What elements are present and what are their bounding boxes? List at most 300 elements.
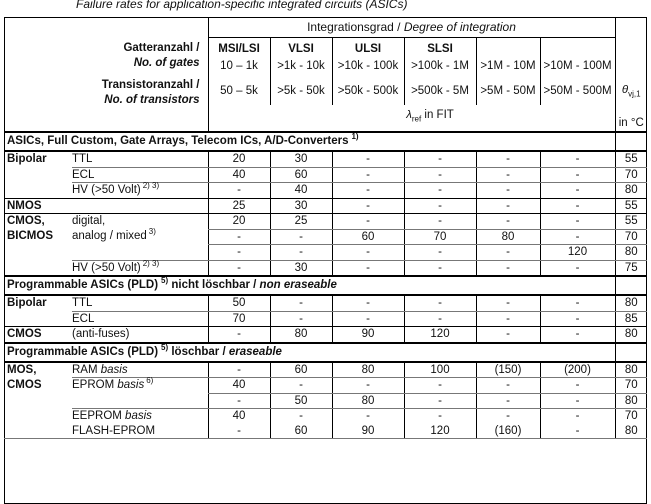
group-label	[4, 214, 72, 230]
failure-rate-value: -	[438, 394, 442, 407]
failure-rate-value: -	[575, 230, 580, 243]
column-name-text: MSI/LSI	[218, 43, 260, 55]
type-label	[72, 295, 208, 311]
footnote-ref: 2) 3)	[142, 181, 160, 191]
failure-rate-cell	[476, 424, 540, 439]
group-label-text: Bipolar	[7, 297, 47, 310]
failure-rate-cell	[404, 198, 476, 214]
type-label-text: FLASH-EPROM	[72, 424, 156, 437]
type-label	[72, 393, 208, 409]
failure-rate-cell	[540, 214, 615, 230]
type-label	[72, 198, 208, 214]
integration-title-en: Degree of integration	[403, 20, 516, 34]
failure-rate-cell	[540, 295, 615, 311]
failure-rate-cell	[332, 167, 404, 183]
temperature-cell	[615, 424, 647, 439]
failure-rate-value: -	[366, 199, 370, 212]
temperature-value: 70	[624, 230, 638, 243]
failure-rate-cell	[404, 362, 476, 378]
failure-rate-cell	[540, 393, 615, 409]
temperature-cell	[615, 245, 647, 261]
failure-rate-cell	[270, 424, 332, 439]
failure-rate-cell	[404, 409, 476, 424]
failure-rate-cell	[270, 260, 332, 276]
failure-rate-cell	[208, 362, 270, 378]
failure-rate-value: 60	[294, 363, 308, 376]
failure-rate-value: 50	[294, 394, 308, 407]
failure-rate-value: -	[366, 215, 370, 228]
column-name	[476, 38, 540, 58]
temperature-value: 85	[624, 312, 638, 325]
temperature-cell	[615, 295, 647, 311]
failure-rate-cell	[208, 229, 270, 245]
failure-rate-cell	[270, 311, 332, 327]
group-label	[4, 183, 72, 199]
failure-rate-cell	[208, 183, 270, 199]
failure-rate-cell	[332, 311, 404, 327]
failure-rate-value: -	[237, 328, 241, 341]
footnote-ref: 2) 3)	[142, 258, 160, 268]
column-gates	[476, 57, 540, 79]
type-label-text: TTL	[72, 153, 93, 166]
column-transistors	[540, 79, 615, 105]
temperature-cell	[615, 167, 647, 183]
column-transistors	[270, 79, 332, 105]
footnote-ref: 5)	[161, 276, 169, 286]
theta-unit: in °C	[618, 116, 644, 129]
failure-rate-cell	[404, 424, 476, 439]
failure-rate-value: -	[299, 379, 303, 392]
table-caption: Failure rates for application-specific integrated circuits (ASICs)	[76, 0, 408, 11]
column-transistors-text: >500k - 5M	[411, 85, 469, 97]
type-label	[72, 151, 208, 167]
failure-rate-cell	[208, 167, 270, 183]
section-header-row	[4, 343, 647, 362]
failure-rate-cell	[540, 229, 615, 245]
type-label	[72, 183, 208, 199]
footnote-ref: 5)	[161, 342, 169, 352]
theta-header	[615, 17, 647, 132]
failure-rate-value: -	[575, 184, 580, 197]
gates-label-en-line	[7, 56, 200, 71]
failure-rate-cell	[270, 393, 332, 409]
type-label	[72, 260, 208, 276]
table-row	[4, 295, 647, 311]
section-title-text: Programmable ASICs (PLD)	[7, 345, 159, 358]
column-name	[332, 38, 404, 58]
failure-rate-value: -	[438, 153, 442, 166]
section-title-de: nicht löschbar /	[168, 279, 260, 292]
failure-rate-value: -	[506, 184, 510, 197]
failure-rate-cell	[332, 245, 404, 261]
failure-rate-cell	[208, 311, 270, 327]
failure-rate-cell	[208, 260, 270, 276]
column-name-text: VLSI	[288, 43, 314, 55]
footnote-ref: 3)	[148, 227, 156, 237]
failure-rate-value: 80	[361, 363, 375, 376]
type-label-text: analog / mixed	[72, 230, 147, 243]
type-label-text: HV (>50 Volt)	[72, 184, 141, 197]
type-label	[72, 378, 208, 394]
failure-rate-cell	[404, 327, 476, 343]
failure-rate-value: -	[438, 184, 442, 197]
failure-rate-cell	[404, 229, 476, 245]
temperature-cell	[615, 214, 647, 230]
section-theta-cell	[615, 276, 647, 295]
section-theta-cell	[615, 343, 647, 362]
failure-rate-cell	[404, 378, 476, 394]
failure-rate-value: -	[575, 215, 580, 228]
footnote-ref: 1)	[351, 132, 359, 142]
integration-title	[208, 17, 615, 38]
table-row	[4, 245, 647, 261]
failure-rate-value: 50	[232, 297, 246, 310]
failure-rate-cell	[332, 229, 404, 245]
failure-rate-value: -	[575, 261, 580, 274]
temperature-value: 70	[624, 410, 638, 423]
lambda-symbol: λ	[406, 109, 412, 121]
failure-rate-value: -	[575, 424, 580, 437]
column-gates	[540, 57, 615, 79]
failure-rate-value: (160)	[494, 424, 522, 437]
failure-rate-table	[4, 17, 647, 439]
failure-rate-value: 80	[361, 394, 375, 407]
group-label	[4, 151, 72, 167]
failure-rate-value: -	[506, 410, 510, 423]
failure-rate-cell	[476, 295, 540, 311]
failure-rate-value: -	[506, 246, 510, 259]
group-label	[4, 245, 72, 261]
type-label-text: HV (>50 Volt)	[72, 261, 141, 274]
failure-rate-value: -	[575, 312, 580, 325]
failure-rate-value: -	[575, 394, 580, 407]
failure-rate-cell	[332, 151, 404, 167]
column-transistors	[476, 79, 540, 105]
column-gates	[332, 57, 404, 79]
failure-rate-cell	[540, 409, 615, 424]
column-gates	[404, 57, 476, 79]
temperature-value: 80	[624, 297, 638, 310]
gates-label	[7, 41, 200, 56]
temperature-value: 80	[624, 394, 638, 407]
failure-rate-value: 40	[294, 184, 308, 197]
header-row-integration	[4, 17, 647, 38]
temperature-value: 70	[624, 168, 638, 181]
failure-rate-cell	[540, 245, 615, 261]
temperature-value: 80	[624, 246, 638, 259]
lambda-unit: in FIT	[421, 109, 454, 121]
failure-rate-value: -	[299, 312, 303, 325]
type-label	[72, 214, 208, 230]
footnote-ref: 6)	[146, 376, 154, 386]
failure-rate-value: -	[438, 379, 442, 392]
type-label-text: digital,	[72, 215, 106, 228]
type-label	[72, 327, 208, 343]
table-row	[4, 311, 647, 327]
column-transistors-text: 50 – 5k	[220, 85, 258, 97]
failure-rate-cell	[540, 183, 615, 199]
group-label	[4, 260, 72, 276]
failure-rate-cell	[332, 183, 404, 199]
section-header-row	[4, 132, 647, 151]
failure-rate-value: -	[366, 261, 370, 274]
failure-rate-cell	[404, 167, 476, 183]
section-title-text: Programmable ASICs (PLD)	[7, 279, 159, 292]
table-row	[4, 229, 647, 245]
column-transistors-text: >5M - 50M	[480, 85, 536, 97]
failure-rate-cell	[540, 424, 615, 439]
temperature-cell	[615, 409, 647, 424]
column-name-text: SLSI	[427, 43, 453, 55]
failure-rate-value: -	[438, 261, 442, 274]
failure-rate-value: -	[575, 379, 580, 392]
group-label	[4, 393, 72, 409]
transistors-label	[7, 78, 200, 93]
group-label-text: CMOS,	[7, 215, 45, 228]
section-title	[4, 276, 615, 295]
column-name	[540, 38, 615, 58]
group-label	[4, 362, 72, 378]
failure-rate-value: -	[366, 312, 370, 325]
failure-rate-value: -	[506, 394, 510, 407]
failure-rate-cell	[476, 183, 540, 199]
failure-rate-cell	[476, 378, 540, 394]
group-label	[4, 295, 72, 311]
type-label	[72, 362, 208, 378]
failure-rate-value: -	[237, 261, 241, 274]
transistors-label-en: No. of transistors	[104, 94, 200, 106]
temperature-value: 80	[624, 424, 638, 437]
group-label	[4, 424, 72, 439]
type-label-italic: basis	[117, 379, 145, 392]
section-title-de: löschbar /	[168, 345, 229, 358]
failure-rate-value: -	[575, 199, 580, 212]
type-label	[72, 311, 208, 327]
failure-rate-value: -	[506, 199, 510, 212]
temperature-cell	[615, 393, 647, 409]
failure-rate-cell	[540, 167, 615, 183]
failure-rate-cell	[208, 409, 270, 424]
integration-title-de: Integrationsgrad /	[307, 20, 404, 34]
failure-rate-value: -	[506, 297, 510, 310]
failure-rate-value: -	[575, 168, 580, 181]
column-transistors	[208, 79, 270, 105]
column-transistors-text: >5k - 50k	[277, 85, 325, 97]
failure-rate-cell	[476, 327, 540, 343]
column-transistors-text: >50M - 500M	[543, 85, 612, 97]
failure-rate-cell	[270, 409, 332, 424]
group-label	[4, 311, 72, 327]
section-header-row	[4, 276, 647, 295]
failure-rate-value: -	[575, 328, 580, 341]
group-label	[4, 229, 72, 245]
failure-rate-value: -	[366, 379, 370, 392]
failure-rate-cell	[332, 362, 404, 378]
failure-rate-value: -	[575, 297, 580, 310]
transistors-label-de: Transistoranzahl /	[101, 79, 200, 91]
failure-rate-cell	[270, 198, 332, 214]
failure-rate-value: 20	[232, 153, 246, 166]
column-gates-text: >10k - 100k	[337, 60, 399, 72]
group-label-text: Bipolar	[7, 153, 47, 166]
failure-rate-cell	[332, 260, 404, 276]
type-label-text: EEPROM	[72, 410, 126, 423]
column-transistors	[332, 79, 404, 105]
temperature-value: 55	[624, 215, 638, 228]
failure-rate-cell	[332, 327, 404, 343]
group-label-text: CMOS	[7, 378, 42, 391]
failure-rate-value: -	[506, 215, 510, 228]
failure-rate-cell	[332, 214, 404, 230]
section-title	[4, 132, 615, 151]
table-row	[4, 198, 647, 214]
failure-rate-value: -	[506, 261, 510, 274]
failure-rate-cell	[476, 229, 540, 245]
group-label	[4, 167, 72, 183]
failure-rate-value: -	[438, 215, 442, 228]
failure-rate-cell	[476, 167, 540, 183]
column-transistors-text: >50k - 500k	[337, 85, 399, 97]
failure-rate-value: -	[366, 297, 370, 310]
type-label	[72, 229, 208, 245]
type-label-italic: basis	[125, 410, 152, 423]
failure-rate-value: -	[366, 184, 370, 197]
failure-rate-value: -	[438, 312, 442, 325]
column-gates	[208, 57, 270, 79]
failure-rate-value: 40	[232, 410, 246, 423]
table-row	[4, 378, 647, 394]
failure-rate-cell	[476, 393, 540, 409]
type-label-italic: basis	[100, 363, 128, 376]
failure-rate-value: 80	[501, 230, 515, 243]
group-label-text: CMOS	[7, 328, 42, 341]
column-gates-text: >1k - 10k	[277, 60, 325, 72]
group-label-text: NMOS	[7, 199, 42, 212]
type-label-text: ECL	[72, 168, 95, 181]
type-label-text: (anti-fuses)	[72, 328, 130, 341]
failure-rate-cell	[332, 424, 404, 439]
failure-rate-cell	[476, 409, 540, 424]
temperature-cell	[615, 183, 647, 199]
failure-rate-cell	[540, 362, 615, 378]
failure-rate-value: -	[506, 328, 510, 341]
group-label-text: MOS,	[7, 363, 37, 376]
type-label-text: RAM	[72, 363, 101, 376]
failure-rate-cell	[540, 311, 615, 327]
failure-rate-cell	[208, 198, 270, 214]
failure-rate-value: 120	[430, 424, 450, 437]
failure-rate-cell	[270, 229, 332, 245]
failure-rate-value: -	[438, 410, 442, 423]
failure-rate-cell	[270, 151, 332, 167]
column-gates-text: 10 – 1k	[220, 60, 258, 72]
failure-rate-cell	[208, 424, 270, 439]
failure-rate-value: 20	[232, 215, 246, 228]
temperature-cell	[615, 260, 647, 276]
section-title-en: non eraseable	[259, 279, 337, 292]
failure-rate-cell	[404, 183, 476, 199]
spacer	[7, 71, 200, 78]
lambda-label	[208, 105, 615, 129]
failure-rate-value: -	[506, 153, 510, 166]
failure-rate-cell	[540, 378, 615, 394]
column-gates-text: >1M - 10M	[480, 60, 536, 72]
type-label	[72, 245, 208, 261]
theta-unit-line	[619, 116, 645, 131]
temperature-cell	[615, 151, 647, 167]
table-row	[4, 214, 647, 230]
failure-rate-value: -	[575, 153, 580, 166]
column-transistors	[404, 79, 476, 105]
failure-rate-cell	[540, 260, 615, 276]
column-name	[270, 38, 332, 58]
failure-rate-value: -	[237, 424, 241, 437]
table-row	[4, 393, 647, 409]
failure-rate-cell	[270, 183, 332, 199]
temperature-value: 55	[624, 199, 638, 212]
group-label	[4, 409, 72, 424]
failure-rate-value: 40	[232, 168, 246, 181]
column-gates-text: >100k - 1M	[411, 60, 469, 72]
temperature-value: 80	[624, 184, 638, 197]
failure-rate-value: 80	[294, 328, 308, 341]
table-row	[4, 424, 647, 439]
failure-rate-value: -	[237, 184, 241, 197]
failure-rate-cell	[404, 260, 476, 276]
failure-rate-cell	[476, 245, 540, 261]
failure-rate-cell	[208, 327, 270, 343]
failure-rate-value: -	[438, 297, 442, 310]
failure-rate-cell	[476, 214, 540, 230]
failure-rate-cell	[332, 295, 404, 311]
table-row	[4, 409, 647, 424]
temperature-cell	[615, 198, 647, 214]
failure-rate-value: -	[299, 246, 303, 259]
failure-rate-cell	[404, 245, 476, 261]
section-title-text: ASICs, Full Custom, Gate Arrays, Telecom ICs, A/D-Converters	[7, 135, 349, 148]
failure-rate-cell	[540, 327, 615, 343]
failure-rate-value: 60	[294, 168, 308, 181]
failure-rate-value: (200)	[564, 363, 591, 376]
failure-rate-value: 70	[232, 312, 246, 325]
type-label	[72, 409, 208, 424]
failure-rate-cell	[270, 245, 332, 261]
header-labels	[4, 17, 208, 132]
temperature-value: 80	[624, 363, 638, 376]
failure-rate-value: -	[366, 410, 370, 423]
failure-rate-cell	[208, 295, 270, 311]
group-label	[4, 327, 72, 343]
failure-rate-value: -	[299, 297, 303, 310]
failure-rate-cell	[332, 409, 404, 424]
failure-rate-cell	[332, 393, 404, 409]
failure-rate-value: 25	[232, 199, 246, 212]
theta-subscript: vj,1	[628, 89, 641, 99]
theta-symbol-line	[619, 83, 645, 102]
temperature-value: 80	[624, 328, 638, 341]
failure-rate-value: 25	[294, 215, 308, 228]
failure-rate-value: -	[299, 410, 303, 423]
column-name	[404, 38, 476, 58]
table-row	[4, 183, 647, 199]
failure-rate-cell	[208, 378, 270, 394]
failure-rate-cell	[476, 260, 540, 276]
section-title	[4, 343, 615, 362]
failure-rate-cell	[404, 295, 476, 311]
group-label	[4, 378, 72, 394]
theta-symbol: θ	[621, 84, 629, 96]
failure-rate-cell	[332, 198, 404, 214]
